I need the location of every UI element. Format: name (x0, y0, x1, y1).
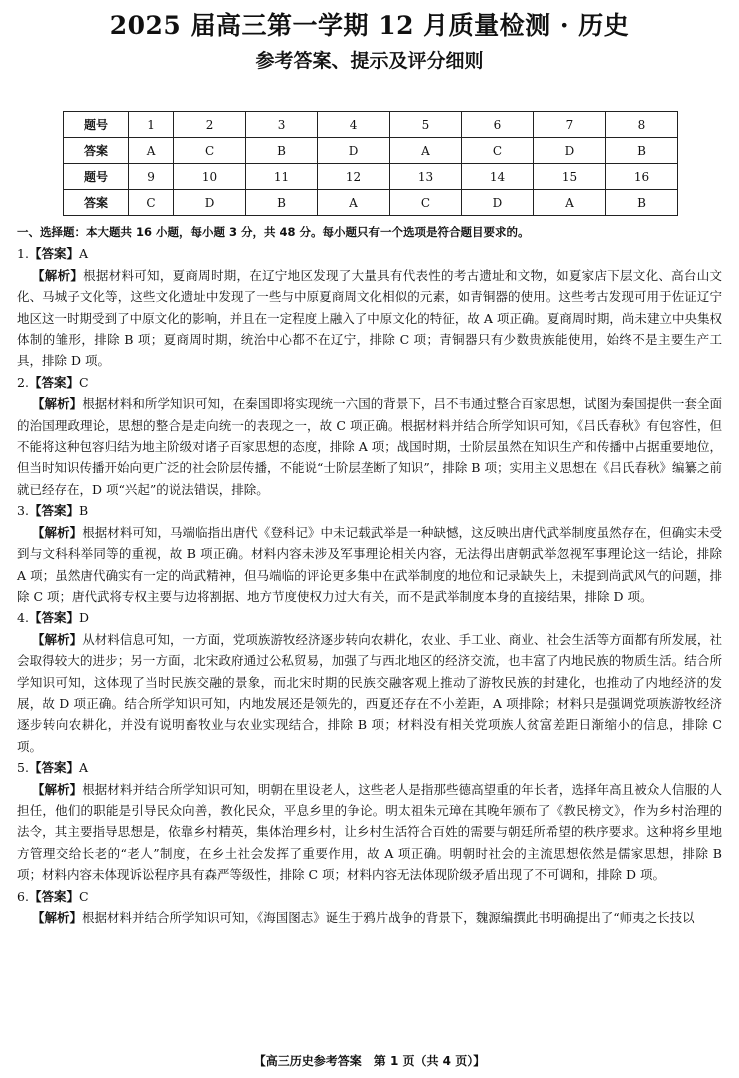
answer-cell: B (246, 190, 318, 216)
analysis-paragraph (17, 779, 722, 886)
answer-tag: 【答案】 (28, 888, 79, 904)
analysis-tag: 【解析】 (32, 910, 83, 925)
answer-cell: D (533, 138, 605, 164)
question-number: 6. (17, 888, 29, 904)
answer-header: 答案 (64, 138, 129, 164)
question-number-cell: 15 (533, 164, 605, 190)
analysis-paragraph (17, 265, 722, 372)
page-footer: 【高三历史参考答案 第 1 页（共 4 页）】 (253, 1054, 486, 1068)
answer-line (17, 886, 722, 907)
answer-value: D (78, 610, 89, 626)
analysis-paragraph (17, 393, 722, 500)
answer-cell: A (129, 138, 174, 164)
analysis-text: 根据材料并结合所学知识可知，《海国图志》诞生于鸦片战争的背景下，魏源编撰此书明确提出了“师夷之长技以 (82, 910, 695, 925)
question-number: 4. (17, 610, 29, 626)
answer-tag: 【答案】 (28, 503, 79, 519)
analysis-paragraph (17, 522, 722, 608)
question-number-cell: 2 (174, 112, 246, 138)
analysis-text: 根据材料可知，马端临指出唐代《登科记》中未记载武举是一种缺憾，这反映出唐代武举制度虽然存在，但确实未受到与文科科举同等的重视，故 B 项正确。材料内容未涉及军事理论相关内容，无法得出唐朝武举忽视军事理论这一结论，排除 A 项；虽然唐代确实有一定的尚武精神，但马端临的评论更多集中在武举制度的地位和记录缺失上，未提到尚武风气的问题，排除 C 项；唐代武将专权主要与边将割据、地方节度使权力过大有关，而不是武举制度本身的直接结果，排除 D 项。 (17, 524, 722, 604)
answer-value: A (78, 246, 88, 262)
question-number-cell: 14 (461, 164, 533, 190)
question-number-header: 题号 (64, 112, 129, 138)
question-number: 2. (17, 374, 29, 390)
answer-cell: B (605, 138, 677, 164)
analysis-tag: 【解析】 (32, 781, 83, 797)
answer-value: B (78, 503, 89, 519)
analysis-tag: 【解析】 (32, 524, 83, 540)
answer-cell: A (533, 190, 605, 216)
answer-cell: D (174, 190, 246, 216)
answer-explanations (17, 222, 722, 928)
analysis-tag: 【解析】 (32, 396, 83, 412)
answer-value: C (78, 888, 89, 904)
analysis-paragraph (17, 907, 722, 928)
answer-cell: B (246, 138, 318, 164)
answer-cell: C (390, 190, 462, 216)
answer-tag: 【答案】 (28, 374, 79, 390)
analysis-text: 从材料信息可知，一方面，党项族游牧经济逐步转向农耕化，农业、手工业、商业、社会生活等方面都有所发展，社会取得较大的进步；另一方面，北宋政府通过公私贸易，加强了与西北地区的经济交流，也丰富了内地民族的物质生活。结合所学知识可知，这体现了当时民族交融的景象，而北宋时期的民族交融客观上推动了游牧民族的封建化，也推动了内地经济的发展，故 D 项正确。结合所学知识可知，内地发展还是领先的，西夏还存在不小差距，A 项排除；材料只是强调党项族游牧经济逐步转向农耕化，并没有说明畜牧业与农业实现结合，排除 B 项；材料没有相关党项族人贫富差距日渐缩小的信息，排除 C 项。 (17, 631, 722, 754)
analysis-text: 根据材料可知，夏商周时期，在辽宁地区发现了大量具有代表性的考古遗址和文物，如夏家店下层文化、高台山文化、马城子文化等，这些文化遗址中发现了一些与中原夏商周文化相似的元素，如青铜器的使用。这些考古发现可用于佐证辽宁地区这一时期受到了中原文化的影响，并且在一定程度上融入了中原文化的特征，故 A 项正确。夏商周时期，尚未建立中央集权体制的雏形，排除 B 项；夏商周时期，统治中心都不在辽宁，排除 C 项；青铜器只有少数贵族能使用，始终不是主要生产工具，排除 D 项。 (17, 267, 722, 369)
question-number-cell: 13 (390, 164, 462, 190)
answer-line (17, 372, 722, 393)
answer-line (17, 757, 722, 778)
analysis-tag: 【解析】 (32, 267, 84, 283)
question-number-cell: 7 (533, 112, 605, 138)
question-number: 5. (17, 760, 29, 776)
question-number-header: 题号 (64, 164, 129, 190)
answer-cell: D (318, 138, 390, 164)
answer-table-row (64, 164, 678, 190)
answer-header: 答案 (64, 190, 129, 216)
question-number: 1. (17, 246, 29, 262)
answer-table-row (64, 112, 678, 138)
answer-cell: D (461, 190, 533, 216)
answer-line (17, 607, 722, 628)
answer-tag: 【答案】 (28, 760, 79, 776)
question-number-cell: 12 (318, 164, 390, 190)
answer-line (17, 500, 722, 521)
answer-cell: C (129, 190, 174, 216)
answer-cell: A (318, 190, 390, 216)
question-number-cell: 11 (246, 164, 318, 190)
analysis-text: 根据材料并结合所学知识可知，明朝在里设老人，这些老人是指那些德高望重的年长者，选择年高且被众人信服的人担任，他们的职能是引导民众向善，教化民众，平息乡里的争论。明太祖朱元璋在其晚年颁布了《教民榜文》，作为乡村治理的法令，其主要指导思想是，依靠乡村精英，集体治理乡村，让乡村生活符合百姓的需要与朝廷所希望的秩序要求。这种将乡里地方管理交给长老的“老人”制度，在乡土社会发挥了重要作用，故 A 项正确。明朝时社会的主流思想依然是儒家思想，排除 B 项；材料内容未体现诉讼程序具有森严等级性，排除 C 项；材料内容无法体现阶级矛盾出现了不可调和，排除 D 项。 (17, 781, 722, 883)
analysis-tag: 【解析】 (32, 631, 83, 647)
answer-table (63, 111, 678, 216)
answer-cell: A (390, 138, 462, 164)
question-number-cell: 9 (129, 164, 174, 190)
answer-table-row (64, 190, 678, 216)
answer-value: C (78, 374, 89, 390)
answer-line (17, 243, 722, 264)
answer-value: A (78, 760, 88, 776)
page-title: 2025 届高三第一学期 12 月质量检测 · 历史 (109, 11, 630, 40)
question-number-cell: 8 (605, 112, 677, 138)
page-subtitle: 参考答案、提示及评分细则 (255, 50, 484, 72)
question-number-cell: 1 (129, 112, 174, 138)
analysis-paragraph (17, 629, 722, 757)
question-number-cell: 5 (390, 112, 462, 138)
answer-cell: C (461, 138, 533, 164)
question-number-cell: 3 (246, 112, 318, 138)
question-number-cell: 4 (318, 112, 390, 138)
answer-tag: 【答案】 (28, 610, 79, 626)
answer-cell: B (605, 190, 677, 216)
question-number: 3. (17, 503, 29, 519)
section-heading: 一、选择题：本大题共 16 小题，每小题 3 分，共 48 分。每小题只有一个选项是符合题目要求的。 (17, 225, 530, 239)
question-number-cell: 16 (605, 164, 677, 190)
answer-cell: C (174, 138, 246, 164)
answer-table-row (64, 138, 678, 164)
question-number-cell: 6 (461, 112, 533, 138)
answer-tag: 【答案】 (28, 246, 79, 262)
analysis-text: 根据材料和所学知识可知，在秦国即将实现统一六国的背景下，吕不韦通过整合百家思想，试图为秦国提供一套全面的治国理政理论，思想的整合是走向统一的表现之一，故 C 项正确。根据材料并结合所学知识可知，《吕氏春秋》有包容性，但不能将这种包容归结为地主阶级对诸子百家思想的态度，排除 A 项；战国时期，士阶层虽然在知识生产和传播中占据重要地位，但当时知识传播开始向更广泛的社会阶层传播，不能说“士阶层垄断了知识”，排除 B 项；实用主义思想在《吕氏春秋》编纂之前就已经存在，D 项“兴起”的说法错误，排除。 (17, 396, 722, 497)
question-number-cell: 10 (174, 164, 246, 190)
